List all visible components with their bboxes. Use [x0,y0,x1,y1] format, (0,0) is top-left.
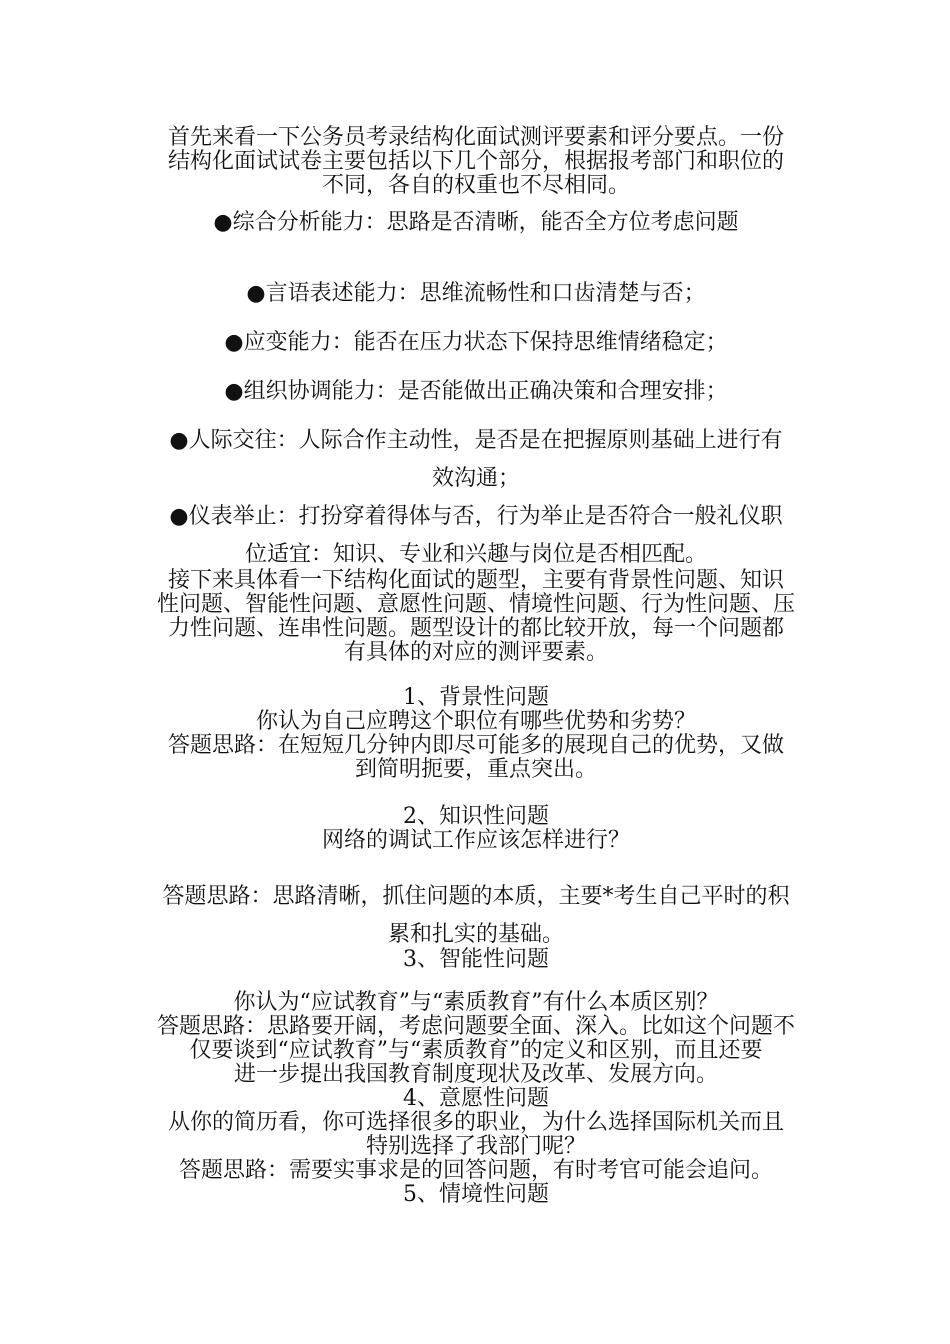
bullet-line: ●仪表举止：打扮穿着得体与否，行为举止是否符合一般礼仪职 [169,504,783,529]
answer-line: 累和扎实的基础。 [387,922,564,947]
bullet-line: 位适宜：知识、专业和兴趣与岗位是否相匹配。 [244,542,707,567]
types-line: 力性问题、连串性问题。题型设计的都比较开放，每一个问题都 [167,616,784,641]
answer-line: 进一步提出我国教育制度现状及改革、发展方向。 [233,1062,718,1087]
answer-knowledge [145,885,807,947]
answer-line: 答题思路：需要实事求是的回答问题，有时考官可能会追问。 [178,1158,773,1183]
sample-question: 网络的调试工作应该怎样进行？ [321,828,630,853]
sample-question: 你认为自己应聘这个职位有哪些优势和劣势？ [255,709,696,734]
bullet-appearance [145,505,807,567]
bullet-adaptability: ●应变能力：能否在压力状态下保持思维情绪稳定； [224,330,728,355]
section-title: 5、情境性问题 [403,1182,549,1207]
section-title: 2、知识性问题 [403,804,549,829]
section-title: 1、背景性问题 [403,685,549,710]
bullet-line: ●人际交往：人际合作主动性，是否是在把握原则基础上进行有 [169,428,783,453]
answer-line: 到简明扼要，重点突出。 [354,757,597,782]
bullet-expression: ●言语表述能力：思维流畅性和口齿清楚与否； [246,281,706,306]
section-background [145,686,807,782]
section-title: 4、意愿性问题 [403,1086,549,1111]
answer-line: 答题思路：思路要开阔，考虑问题要全面、深入。比如这个问题不 [156,1014,795,1039]
sample-question-line: 从你的简历看，你可选择很多的职业，为什么选择国际机关而且 [167,1110,784,1135]
section-title-intelligence: 3、智能性问题 [403,947,549,972]
bullet-analysis: ●综合分析能力：思路是否清晰，能否全方位考虑问题 [213,210,739,235]
sample-question-line: 特别选择了我部门呢？ [365,1134,586,1159]
intro-line: 首先来看一下公务员考录结构化面试测评要素和评分要点。一份 [167,125,784,150]
intro-paragraph [145,126,807,198]
bullet-line: 效沟通； [431,466,520,491]
types-line: 有具体的对应的测评要素。 [343,640,608,665]
answer-line: 答题思路：在短短几分钟内即尽可能多的展现自己的优势，又做 [167,733,784,758]
answer-line: 仅要谈到“应试教育”与“素质教育”的定义和区别，而且还要 [189,1038,763,1063]
types-line: 接下来具体看一下结构化面试的题型，主要有背景性问题、知识 [167,568,784,593]
intro-line: 不同，各自的权重也不尽相同。 [321,173,630,198]
answer-line: 答题思路：思路清晰，抓住问题的本质，主要*考生自己平时的积 [162,884,790,909]
types-line: 性问题、智能性问题、意愿性问题、情境性问题、行为性问题、压 [156,592,795,617]
bullet-coordination: ●组织协调能力：是否能做出正确决策和合理安排； [224,379,728,404]
intro-line: 结构化面试试卷主要包括以下几个部分，根据报考部门和职位的 [167,149,784,174]
section-intelligence [145,991,807,1207]
sample-question: 你认为“应试教育”与“素质教育”有什么本质区别？ [233,990,719,1015]
question-types-paragraph [145,569,807,665]
bullet-interpersonal [145,429,807,491]
section-knowledge [145,805,807,853]
